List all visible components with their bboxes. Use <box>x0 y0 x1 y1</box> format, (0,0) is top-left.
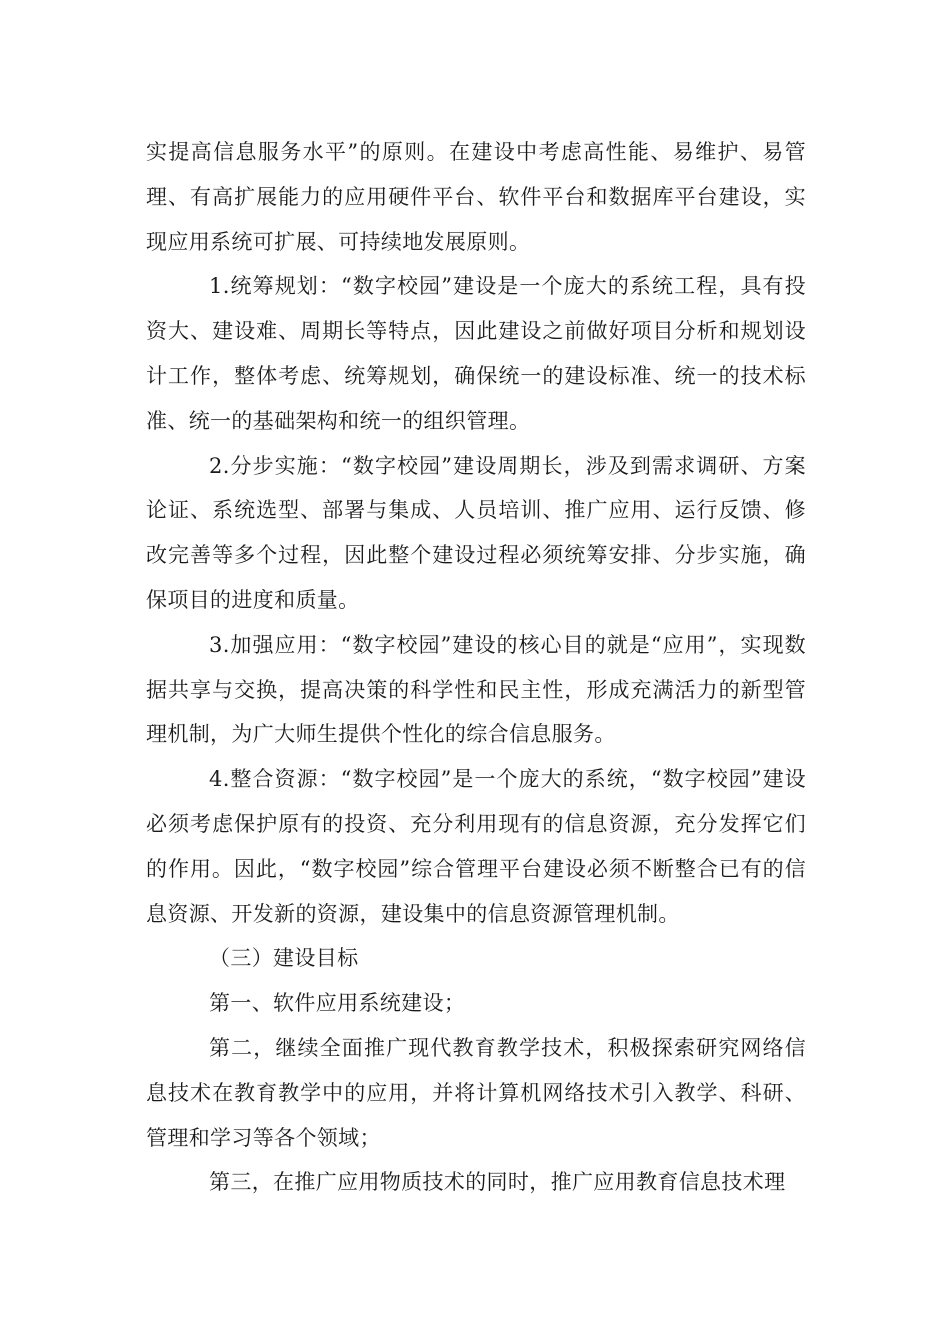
paragraph-goal-first: 第一、软件应用系统建设； <box>209 991 466 1016</box>
paragraph-overall-planning: 1.统筹规划：“数字校园”建设是一个庞大的系统工程，具有投资大、建设难、周期长等特点，因此建设之前做好项目分析和规划设计工作，整体考虑、统筹规划，确保统一的建设标准、统一的技术标准、统一的基础架构和统一的组织管理。 <box>146 274 806 433</box>
paragraph-strengthen-application: 3.加强应用：“数字校园”建设的核心目的就是“应用”，实现数据共享与交换，提高决策的科学性和民主性，形成充满活力的新型管理机制，为广大师生提供个性化的综合信息服务。 <box>146 632 806 747</box>
paragraph-principle-continuation: 实提高信息服务水平”的原则。在建设中考虑高性能、易维护、易管理、有高扩展能力的应用硬件平台、软件平台和数据库平台建设，实现应用系统可扩展、可持续地发展原则。 <box>146 140 806 254</box>
paragraph-integrate-resources: 4.整合资源：“数字校园”是一个庞大的系统，“数字校园”建设必须考虑保护原有的投资、充分利用现有的信息资源，充分发挥它们的作用。因此，“数字校园”综合管理平台建设必须不断整合已有的信息资源、开发新的资源，建设集中的信息资源管理机制。 <box>146 767 806 926</box>
paragraph-goal-third: 第三，在推广应用物质技术的同时，推广应用教育信息技术理 <box>209 1170 786 1195</box>
paragraph-goal-second: 第二，继续全面推广现代教育教学技术，积极探索研究网络信息技术在教育教学中的应用，并将计算机网络技术引入教学、科研、管理和学习等各个领域； <box>146 1035 806 1150</box>
paragraph-phased-implementation: 2.分步实施：“数字校园”建设周期长，涉及到需求调研、方案论证、系统选型、部署与集成、人员培训、推广应用、运行反馈、修改完善等多个过程，因此整个建设过程必须统筹安排、分步实施，确保项目的进度和质量。 <box>146 453 806 612</box>
section-heading-construction-goals: （三）建设目标 <box>209 946 359 971</box>
document-body <box>146 130 806 1205</box>
